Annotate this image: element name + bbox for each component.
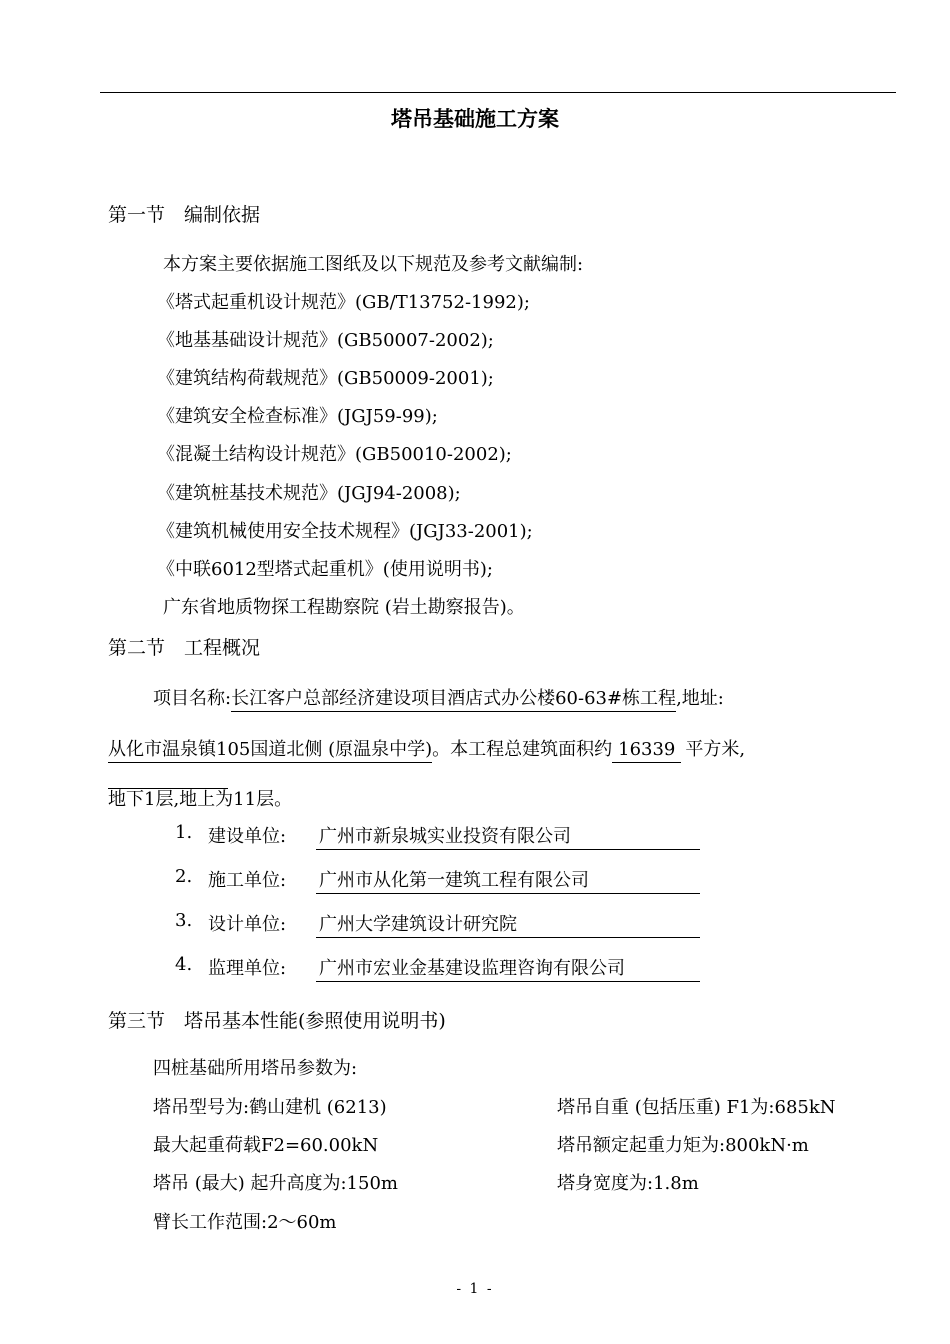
unit-value: 广州市宏业金基建设监理咨询有限公司: [319, 958, 625, 979]
area-text: 。本工程总建筑面积约: [432, 739, 613, 760]
project-label: 项目名称:: [153, 688, 232, 709]
unit-underline: [316, 849, 700, 850]
address-value: 从化市温泉镇105国道北侧 (原温泉中学): [108, 739, 432, 763]
param-left: 最大起重荷载F2=60.00kN: [153, 1135, 379, 1156]
section-2-heading: 第二节 工程概况: [108, 637, 261, 659]
section-1-heading: 第一节 编制依据: [108, 204, 261, 226]
area-value: 16339: [612, 739, 681, 763]
unit-number: 4.: [175, 954, 193, 975]
param-left: 塔吊型号为:鹤山建机 (6213): [153, 1097, 387, 1118]
reference-item: 《建筑机械使用安全技术规程》(JGJ33-2001);: [157, 521, 533, 542]
reference-item: 《建筑桩基技术规范》(JGJ94-2008);: [157, 483, 461, 504]
unit-underline: [316, 981, 700, 982]
document-title: 塔吊基础施工方案: [391, 107, 559, 131]
reference-item: 《塔式起重机设计规范》(GB/T13752-1992);: [157, 292, 530, 313]
unit-label: 设计单位:: [208, 914, 287, 935]
unit-number: 2.: [175, 866, 193, 887]
unit-label: 监理单位:: [208, 958, 287, 979]
project-name: 长江客户总部经济建设项目酒店式办公楼60-63#栋工程: [231, 688, 676, 712]
section-1-intro: 本方案主要依据施工图纸及以下规范及参考文献编制:: [163, 254, 584, 275]
address-line: [108, 735, 745, 761]
unit-label: 施工单位:: [208, 870, 287, 891]
unit-number: 3.: [175, 910, 193, 931]
unit-underline: [316, 937, 700, 938]
section-3-heading: 第三节 塔吊基本性能(参照使用说明书): [108, 1010, 446, 1032]
unit-value: 广州大学建筑设计研究院: [319, 914, 517, 935]
address-label: ,地址:: [676, 688, 724, 709]
param-left: 塔吊 (最大) 起升高度为:150m: [153, 1173, 398, 1194]
section-3-intro: 四桩基础所用塔吊参数为:: [153, 1058, 358, 1079]
reference-item: 《建筑结构荷载规范》(GB50009-2001);: [157, 368, 494, 389]
page-number: - 1 -: [456, 1281, 494, 1297]
reference-item: 《中联6012型塔式起重机》(使用说明书);: [157, 559, 493, 580]
unit-underline: [316, 893, 700, 894]
floors-line: 地下1层,地上为11层。: [108, 789, 293, 810]
reference-item: 广东省地质物探工程勘察院 (岩土勘察报告)。: [163, 597, 525, 618]
unit-value: 广州市从化第一建筑工程有限公司: [319, 870, 589, 891]
param-right: 塔吊额定起重力矩为:800kN·m: [557, 1135, 809, 1156]
reference-item: 《建筑安全检查标准》(JGJ59-99);: [157, 406, 438, 427]
reference-item: 《混凝土结构设计规范》(GB50010-2002);: [157, 444, 512, 465]
unit-number: 1.: [175, 822, 193, 843]
param-left: 臂长工作范围:2～60m: [153, 1212, 337, 1233]
reference-item: 《地基基础设计规范》(GB50007-2002);: [157, 330, 494, 351]
unit-value: 广州市新泉城实业投资有限公司: [319, 826, 571, 847]
param-right: 塔吊自重 (包括压重) F1为:685kN: [557, 1097, 836, 1118]
header-rule: [100, 92, 896, 93]
area-unit: 平方米,: [685, 739, 746, 760]
project-line: [153, 684, 724, 710]
param-right: 塔身宽度为:1.8m: [557, 1173, 699, 1194]
unit-label: 建设单位:: [208, 826, 287, 847]
